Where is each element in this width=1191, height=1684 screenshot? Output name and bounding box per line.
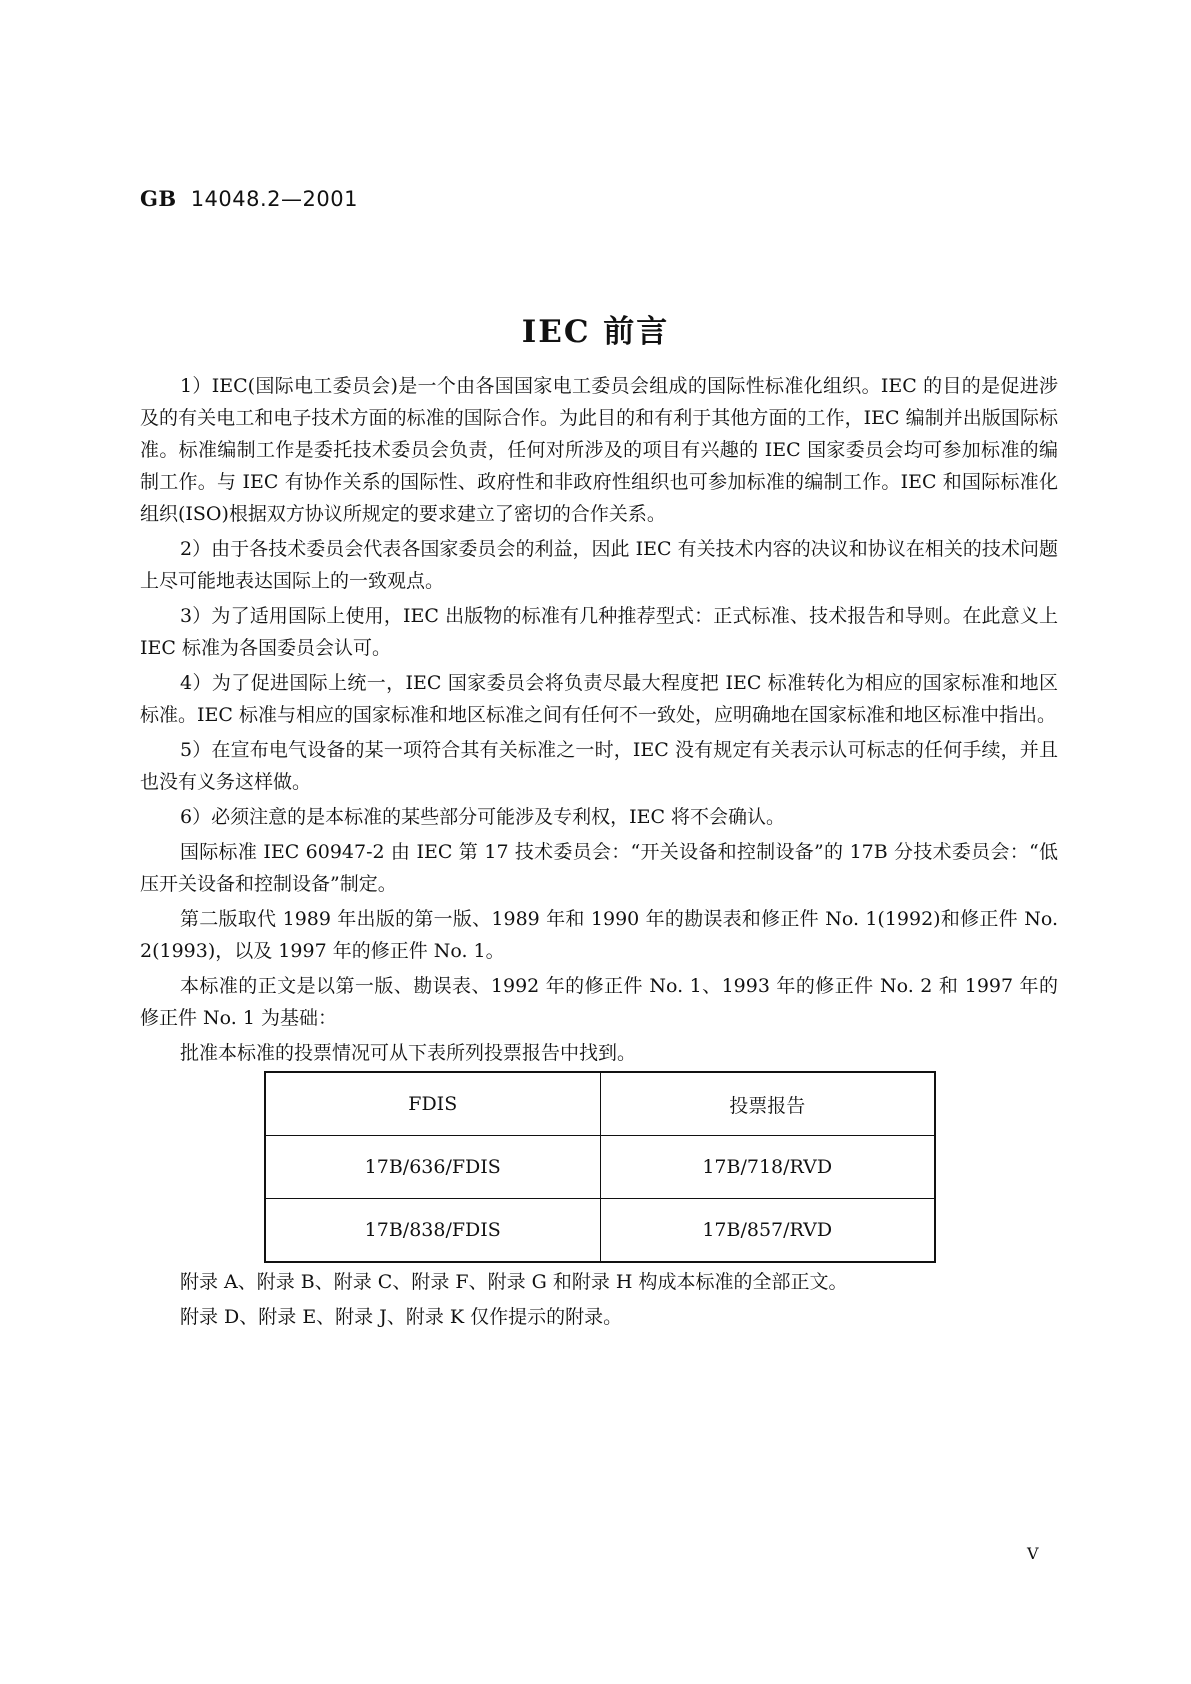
table-cell: 17B/857/RVD <box>600 1199 935 1263</box>
paragraph-voting: 批准本标准的投票情况可从下表所列投票报告中找到。 <box>180 1042 637 1064</box>
paragraph-4: 4）为了促进国际上统一，IEC 国家委员会将负责尽最大程度把 IEC 标准转化为相应的国家标准和地区标准。IEC 标准与相应的国家标准和地区标准之间有任何不一致处，应明确地在国家标准和地区标准中指出。 <box>140 672 1058 726</box>
paragraph-committee: 国际标准 IEC 60947-2 由 IEC 第 17 技术委员会：“开关设备和控制设备”的 17B 分技术委员会：“低压开关设备和控制设备”制定。 <box>140 841 1058 895</box>
table-row <box>265 1136 935 1199</box>
table-cell: 17B/838/FDIS <box>265 1199 600 1263</box>
page-title: IEC 前言 <box>521 314 670 350</box>
paragraph-3: 3）为了适用国际上使用，IEC 出版物的标准有几种推荐型式：正式标准、技术报告和导则。在此意义上 IEC 标准为各国委员会认可。 <box>140 605 1058 659</box>
annex-informative: 附录 D、附录 E、附录 J、附录 K 仅作提示的附录。 <box>180 1306 623 1328</box>
voting-table <box>264 1071 936 1263</box>
paragraph-5: 5）在宣布电气设备的某一项符合其有关标准之一时，IEC 没有规定有关表示认可标志的任何手续，并且也没有义务这样做。 <box>140 739 1058 793</box>
table-header-fdis: FDIS <box>265 1072 600 1136</box>
paragraph-1: 1）IEC(国际电工委员会)是一个由各国国家电工委员会组成的国际性标准化组织。IEC 的目的是促进涉及的有关电工和电子技术方面的标准的国际合作。为此目的和有利于其他方面的工作，IEC 编制并出版国际标准。标准编制工作是委托技术委员会负责，任何对所涉及的项目有兴趣的 IEC 国家委员会均可参加标准的编制工作。与 IEC 有协作关系的国际性、政府性和非政府性组织也可参加标准的编制工作。IEC 和国际标准化组织(ISO)根据双方协议所规定的要求建立了密切的合作关系。 <box>140 375 1058 525</box>
paragraph-basis: 本标准的正文是以第一版、勘误表、1992 年的修正件 No. 1、1993 年的修正件 No. 2 和 1997 年的修正件 No. 1 为基础： <box>140 975 1058 1029</box>
foreword-body <box>140 370 1058 1072</box>
document-header <box>140 186 358 211</box>
table-row <box>265 1199 935 1263</box>
paragraph-6: 6）必须注意的是本标准的某些部分可能涉及专利权，IEC 将不会确认。 <box>180 806 786 828</box>
page-number: V <box>1027 1544 1039 1563</box>
standard-prefix: GB <box>140 186 177 211</box>
paragraph-edition: 第二版取代 1989 年出版的第一版、1989 年和 1990 年的勘误表和修正件 No. 1(1992)和修正件 No. 2(1993)，以及 1997 年的修正件 No. 1。 <box>140 908 1058 962</box>
table-cell: 17B/718/RVD <box>600 1136 935 1199</box>
table-cell: 17B/636/FDIS <box>265 1136 600 1199</box>
annex-normative: 附录 A、附录 B、附录 C、附录 F、附录 G 和附录 H 构成本标准的全部正文。 <box>180 1271 848 1293</box>
annex-notes <box>140 1266 1058 1336</box>
paragraph-2: 2）由于各技术委员会代表各国家委员会的利益，因此 IEC 有关技术内容的决议和协议在相关的技术问题上尽可能地表达国际上的一致观点。 <box>140 538 1058 592</box>
standard-number: 14048.2—2001 <box>190 187 358 211</box>
table-header-row <box>265 1072 935 1136</box>
table-header-report: 投票报告 <box>600 1072 935 1136</box>
